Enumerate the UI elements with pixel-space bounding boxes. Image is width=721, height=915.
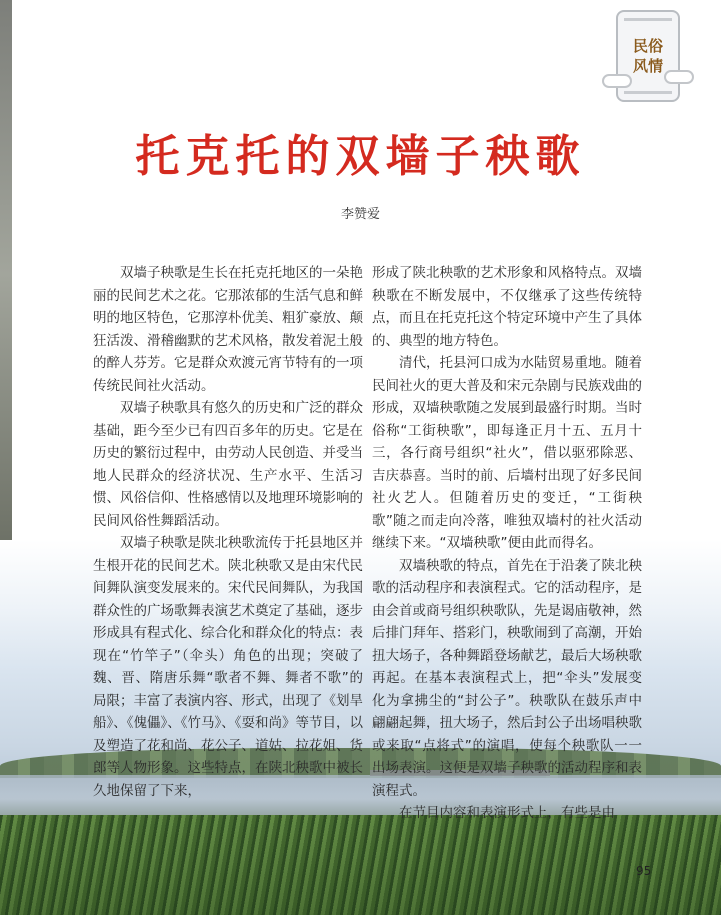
section-tag-line-2: 风情	[632, 57, 663, 75]
paragraph: 双墙子秧歌是陕北秧歌流传于托县地区并生根开花的民间艺术。陕北秧歌又是由宋代民间舞队演变发展来的。宋代民间舞队，为我国群众性的广场歌舞表演艺术奠定了基础，逐步形成具有程式化、综合化和群众化的特点：表现在“竹竿子”（伞头）角色的出现；突破了魏、晋、隋唐乐舞“歌者不舞、舞者不歌”的局限；丰富了表演内容、形式，出现了《划旱船》、《傀儡》、《竹马》、《耍和尚》等节目，以及塑造了花和尚、花公子、道姑、拉花姐、货郎等人物形象。这些特点，在陕北秧歌中被长久地保留了下来，	[93, 535, 363, 799]
article-author: 李赞爱	[340, 207, 380, 222]
paragraph: 在节目内容和表演形式上，有些是由	[399, 805, 615, 821]
paragraph: 形成了陕北秧歌的艺术形象和风格特点。双墙秧歌在不断发展中，不仅继承了这些传统特点，而且在托克托这个特定环境中产生了具体的、典型的地方特色。	[372, 265, 642, 349]
cloud-ornament-icon	[602, 74, 632, 88]
background-grass	[0, 815, 721, 915]
page-number: 95	[636, 864, 652, 878]
article-column-right	[372, 262, 642, 825]
paragraph: 双墙子秧歌是生长在托克托地区的一朵艳丽的民间艺术之花。它那浓郁的生活气息和鲜明的地区特色，它那淳朴优美、粗犷豪放、颠狂活泼、滑稽幽默的艺术风格，散发着泥土般的醉人芬芳。它是群众欢渡元宵节特有的一项传统民间社火活动。	[93, 265, 363, 394]
article-column-left	[93, 262, 363, 802]
section-tag-line-1: 民俗	[632, 37, 663, 55]
section-tag-badge	[616, 10, 680, 102]
paragraph: 清代，托县河口成为水陆贸易重地。随着民间社火的更大普及和宋元杂剧与民族戏曲的形成，双墙秧歌随之发展到最盛行时期。当时俗称“工街秧歌”，即每逢正月十五、五月十三，各行商号组织“社火”，借以驱邪除恶、吉庆恭喜。当时的前、后墙村出现了好多民间社火艺人。但随着历史的变迁，“工街秧歌”随之而走向冷落，唯独双墙村的社火活动继续下来。“双墙秧歌”便由此而得名。	[372, 355, 642, 551]
paragraph: 双墙子秧歌具有悠久的历史和广泛的群众基础，距今至少已有四百多年的历史。它是在历史的繁衍过程中，由劳动人民创造、并受当地人民群众的经济状况、生产水平、生活习惯、风俗信仰、性格感情以及地理环境影响的民间风俗性舞蹈活动。	[93, 400, 363, 529]
cloud-ornament-icon	[664, 70, 694, 84]
paragraph: 双墙秧歌的特点，首先在于沿袭了陕北秧歌的活动程序和表演程式。它的活动程序，是由会首或商号组织秧歌队，先是谒庙敬神，然后排门拜年、搭彩门，秧歌闹到了高潮，开始扭大场子，各种舞蹈登场献艺，最后大场秧歌再起。在基本表演程式上，把“伞头”发展变化为拿拂尘的“封公子”。秧歌队在鼓乐声中翩翩起舞，扭大场子，然后封公子出场唱秧歌或来取“点将式”的演唱，使每个秧歌队一一出场表演。这便是双墙子秧歌的活动程序和表演程式。	[372, 557, 642, 799]
article-title: 托克托的双墙子秧歌	[135, 131, 586, 182]
